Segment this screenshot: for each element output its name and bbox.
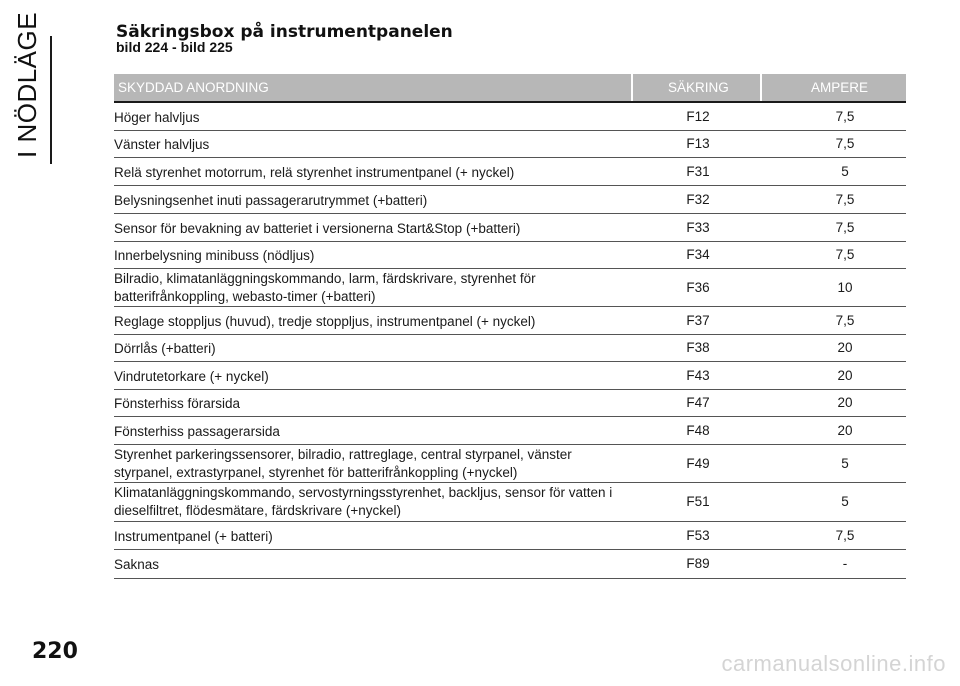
row-device: Styrenhet parkeringssensorer, bilradio, rattreglage, central styrpanel, vänster styrpanel, extrastyrpanel, styrenhet för batterifrånkoppling (+nyckel) xyxy=(114,447,572,480)
row-ampere: 10 xyxy=(837,280,853,295)
table-row xyxy=(114,483,906,522)
header-ampere: AMPERE xyxy=(811,80,869,95)
table-header xyxy=(114,74,906,103)
row-device: Fönsterhiss förarsida xyxy=(114,396,241,411)
row-ampere: 7,5 xyxy=(835,136,855,151)
row-ampere: 20 xyxy=(837,340,853,355)
table-row xyxy=(114,522,906,550)
row-fuse: F34 xyxy=(686,247,710,262)
row-device: Reglage stoppljus (huvud), tredje stoppljus, instrumentpanel (+ nyckel) xyxy=(114,314,536,329)
row-device: Höger halvljus xyxy=(114,110,200,125)
row-fuse: F43 xyxy=(686,368,710,383)
row-device: Vindrutetorkare (+ nyckel) xyxy=(114,369,269,384)
row-ampere: 20 xyxy=(837,423,853,438)
section-divider-line xyxy=(50,36,52,164)
table-row xyxy=(114,550,906,579)
row-device: Instrumentpanel (+ batteri) xyxy=(114,529,273,544)
row-device: Vänster halvljus xyxy=(114,137,210,152)
row-ampere: 5 xyxy=(841,494,849,509)
row-ampere: 7,5 xyxy=(835,109,855,124)
page-title: Säkringsbox på instrumentpanelen xyxy=(116,22,453,42)
row-device: Relä styrenhet motorrum, relä styrenhet instrumentpanel (+ nyckel) xyxy=(114,165,515,180)
row-fuse: F38 xyxy=(686,340,710,355)
table-row xyxy=(114,242,906,269)
row-device: Sensor för bevakning av batteriet i versionerna Start&Stop (+batteri) xyxy=(114,221,521,236)
row-fuse: F13 xyxy=(686,136,710,151)
page-number: 220 xyxy=(32,639,78,664)
table-row xyxy=(114,186,906,214)
row-ampere: 20 xyxy=(837,395,853,410)
row-fuse: F37 xyxy=(686,313,710,328)
row-fuse: F32 xyxy=(686,192,710,207)
row-fuse: F49 xyxy=(686,456,710,471)
section-tab xyxy=(10,11,80,158)
row-fuse: F12 xyxy=(686,109,710,124)
row-device: Klimatanläggningskommando, servostyrningsstyrenhet, backljus, sensor för vatten i dieselfiltret, flödesmätare, färdskrivare (+nyckel) xyxy=(114,485,613,518)
table-body xyxy=(114,103,906,579)
row-fuse: F36 xyxy=(686,280,710,295)
row-ampere: 7,5 xyxy=(835,313,855,328)
fuse-table xyxy=(114,74,906,579)
row-ampere: 5 xyxy=(841,164,849,179)
table-row xyxy=(114,103,906,131)
watermark: carmanualsonline.info xyxy=(721,651,946,676)
table-row xyxy=(114,390,906,417)
row-fuse: F33 xyxy=(686,220,710,235)
table-row xyxy=(114,307,906,335)
section-label: I NÖDLÄGE xyxy=(12,11,42,158)
row-ampere: 7,5 xyxy=(835,528,855,543)
row-fuse: F48 xyxy=(686,423,710,438)
row-device: Fönsterhiss passagerarsida xyxy=(114,424,280,439)
row-fuse: F31 xyxy=(686,164,710,179)
table-row xyxy=(114,417,906,445)
row-device: Belysningsenhet inuti passagerarutrymmet (+batteri) xyxy=(114,193,428,208)
row-ampere: 7,5 xyxy=(835,192,855,207)
row-ampere: 7,5 xyxy=(835,247,855,262)
row-device: Bilradio, klimatanläggningskommando, larm, färdskrivare, styrenhet för batterifrånkoppling, webasto-timer (+batteri) xyxy=(114,271,536,304)
table-row xyxy=(114,131,906,158)
row-fuse: F47 xyxy=(686,395,710,410)
row-fuse: F89 xyxy=(686,556,710,571)
row-fuse: F53 xyxy=(686,528,710,543)
table-row xyxy=(114,362,906,390)
figure-reference: bild 224 - bild 225 xyxy=(116,39,233,55)
table-row xyxy=(114,269,906,307)
table-row xyxy=(114,445,906,483)
row-fuse: F51 xyxy=(686,494,710,509)
row-ampere: 7,5 xyxy=(835,220,855,235)
row-ampere: - xyxy=(842,556,848,571)
table-row xyxy=(114,335,906,362)
header-separator xyxy=(631,74,633,101)
table-row xyxy=(114,158,906,186)
table-row xyxy=(114,214,906,242)
row-ampere: 20 xyxy=(837,368,853,383)
header-fuse: SÄKRING xyxy=(668,80,729,95)
row-device: Innerbelysning minibuss (nödljus) xyxy=(114,248,315,263)
header-separator xyxy=(760,74,762,101)
row-ampere: 5 xyxy=(841,456,849,471)
header-device: SKYDDAD ANORDNING xyxy=(118,80,269,95)
row-device: Saknas xyxy=(114,557,160,572)
row-device: Dörrlås (+batteri) xyxy=(114,341,216,356)
